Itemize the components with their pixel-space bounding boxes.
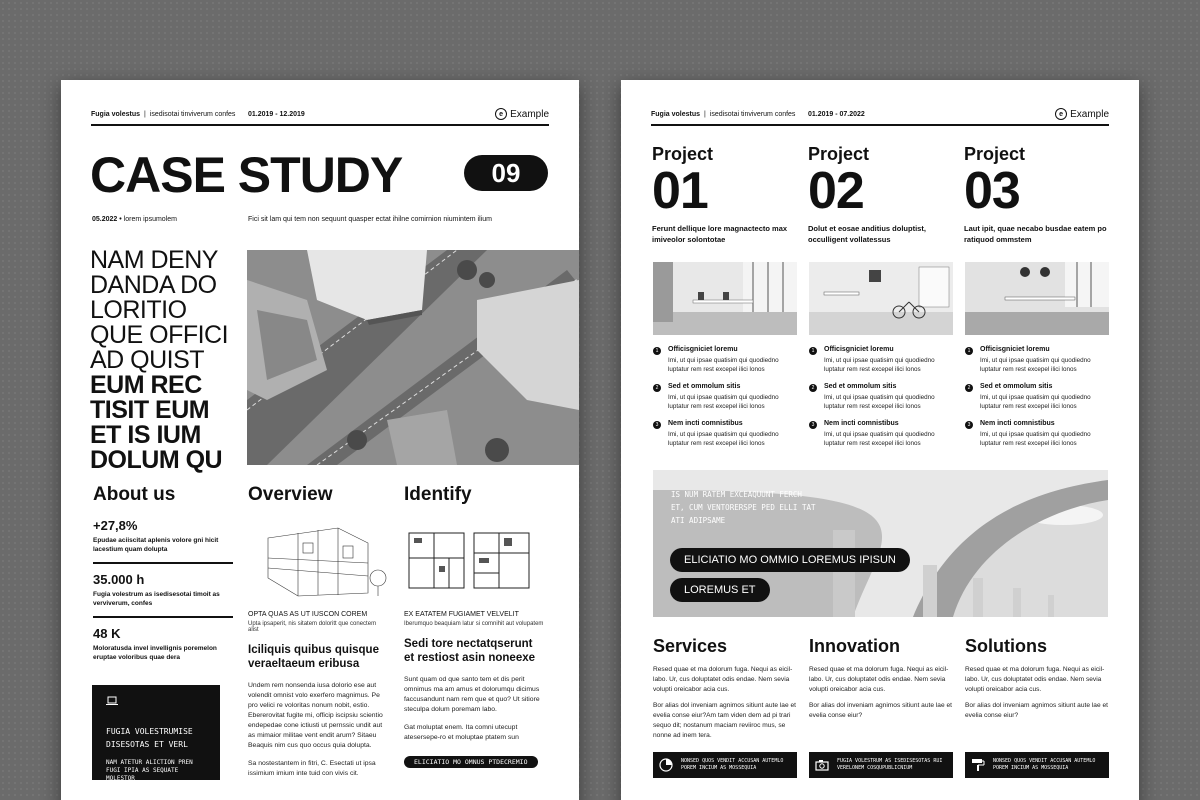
overview-caption: OPTA QUAS AS UT IUSCON COREM xyxy=(248,611,368,618)
solutions-column xyxy=(965,636,1110,727)
laptop-icon xyxy=(106,696,118,706)
office-photo xyxy=(809,262,953,335)
step-title: Nem incti comnistibus xyxy=(980,420,1055,427)
solutions-bar xyxy=(965,752,1109,778)
project-02 xyxy=(808,144,953,245)
step-desc: Imi, ut qui ipsae quatisim qui quodiedno luptatur rem rest excepel ilici lonos xyxy=(980,394,1091,410)
overview-subheading: Iciliquis quibus quisque veraeltaeum eribusa xyxy=(248,644,379,670)
office-photo xyxy=(653,262,797,335)
step-desc: Imi, ut qui ipsae quatisim qui quodiedno luptatur rem rest excepel ilici lonos xyxy=(824,394,935,410)
aerial-city-photo xyxy=(247,250,579,465)
solutions-paragraph: Bor alias dol inveniam agnimos sitiunt aute lae et evelia conse eiur? xyxy=(965,702,1108,719)
banner-text xyxy=(671,488,816,527)
headline-line: EUM REC xyxy=(90,371,202,399)
project-steps xyxy=(965,346,1110,457)
identify-caption-sub: Iberumquo beaquiam latur si comnihit aut volupatem xyxy=(404,621,544,627)
project-number: 03 xyxy=(964,162,1020,220)
solutions-bar-text: NONSED QUOS VENDIT ACCUSAN AUTEMLO POREM INCIUM AS MOSSEQUIA xyxy=(993,758,1096,771)
step-desc: Imi, ut qui ipsae quatisim qui quodiedno luptatur rem rest excepel ilici lonos xyxy=(980,357,1091,373)
identify-column xyxy=(404,484,544,769)
step-desc: Imi, ut qui ipsae quatisim qui quodiedno luptatur rem rest excepel ilici lonos xyxy=(824,431,935,447)
header-dates: 01.2019 - 07.2022 xyxy=(808,110,865,118)
innovation-column xyxy=(809,636,954,727)
innovation-bar-text: FUGIA VOLESTRUM AS ISEDISESOTAS RUI VERELONEM COSQUPUBLICNIUM xyxy=(837,758,943,771)
camera-icon xyxy=(815,758,829,772)
case-number-badge: 09 xyxy=(464,155,548,191)
projects-page xyxy=(621,80,1139,800)
identify-heading: Identify xyxy=(404,484,472,505)
innovation-bar xyxy=(809,752,953,778)
project-desc: Dolut et eosae anditius doluptist, occulligent vollatessus xyxy=(808,224,926,244)
header-separator: | xyxy=(704,110,706,118)
page-title: CASE STUDY xyxy=(90,147,403,203)
case-study-page xyxy=(61,80,579,800)
building-sketch-illustration xyxy=(248,518,388,598)
headline-line: NAM DENY xyxy=(90,246,218,274)
meta-text: Fici sit lam qui tem non sequunt quasper ectat ihilne comirnion niumintem ilium xyxy=(248,216,492,223)
meta-name: lorem ipsumolem xyxy=(123,216,177,223)
project-label: Project xyxy=(964,144,1026,164)
meta-date: 05.2022 xyxy=(92,216,118,223)
step-item xyxy=(809,420,954,448)
chart-icon xyxy=(659,758,673,772)
step-desc: Imi, ut qui ipsae quatisim qui quodiedno luptatur rem rest excepel ilici lonos xyxy=(980,431,1091,447)
solutions-paragraph: Resed quae et ma dolorum fuga. Nequi as eicil-labo. Ur, cus doluptatet odis endae. Nem sevia volupti oreicabor acia cus. xyxy=(965,666,1105,693)
banner-line: ET, CUM VENTORERSPE PED ELLI TAT xyxy=(671,503,816,512)
stat-value: 48 K xyxy=(93,626,121,641)
promo-title: FUGIA VOLESTRUMISE DISESOTAS ET VERL xyxy=(106,727,193,749)
step-number: 1 xyxy=(965,347,973,355)
step-item xyxy=(965,346,1110,374)
services-bar-text: NONSED QUOS VENDIT ACCUSAN AUTEMLO POREM INCIUM AS MOSSEQUIA xyxy=(681,758,784,771)
office-photo xyxy=(965,262,1109,335)
header-tagline: isedisotai tinviverum confes xyxy=(709,110,796,118)
about-heading: About us xyxy=(93,484,176,505)
project-number: 01 xyxy=(652,162,708,220)
step-item xyxy=(653,383,798,411)
step-item xyxy=(965,383,1110,411)
banner-line: ATI ADIPSAME xyxy=(671,516,726,525)
stat-desc: Epudae aciiscitat aplenis volore gni hicit lacestium quam dolupta xyxy=(93,537,219,553)
about-column xyxy=(93,484,233,678)
header-separator: | xyxy=(144,110,146,118)
logo-text: Example xyxy=(510,108,549,120)
meta-info: 05.2022 • lorem ipsumolem xyxy=(92,216,177,223)
stat-item xyxy=(93,626,233,670)
headline-text xyxy=(90,248,250,473)
stat-desc: Fugia volestrum as isedisesotai timoit as verviverum, confes xyxy=(93,591,220,607)
step-item xyxy=(809,346,954,374)
innovation-paragraph: Resed quae et ma dolorum fuga. Nequi as eicil-labo. Ur, cus doluptatet odis endae. Nem sevia volupti oreicabor acia cus. xyxy=(809,666,949,693)
step-item xyxy=(653,420,798,448)
stat-item xyxy=(93,518,233,564)
services-column xyxy=(653,636,798,747)
headline-line: ET IS IUM xyxy=(90,421,201,449)
logo-text: Example xyxy=(1070,108,1109,120)
step-title: Nem incti comnistibus xyxy=(824,420,899,427)
project-label: Project xyxy=(652,144,714,164)
paint-roller-icon xyxy=(971,758,985,772)
overview-paragraph: Sa nostestantem in fitri, C. Esectati ut ipsa issimium imium inte tuid con vivis cit. xyxy=(248,760,376,777)
stat-value: +27,8% xyxy=(93,518,138,533)
services-heading: Services xyxy=(653,636,728,656)
step-desc: Imi, ut qui ipsae quatisim qui quodiedno luptatur rem rest excepel ilici lonos xyxy=(668,394,779,410)
stat-item xyxy=(93,572,233,618)
header-brand: Fugia volestus xyxy=(651,110,701,118)
step-title: Officisgniciet loremu xyxy=(980,346,1050,353)
banner-line: IS NUM RATEM EXCEAQUUNT FERCH xyxy=(671,490,802,499)
identify-paragraph: Sunt quam od que santo tem et dis perit omnimus ma am amus et dolorumqu dicimus faccusandunt nam rem que et quo? Ut sitiore steculpa dolum poremam labo. xyxy=(404,676,540,713)
promo-subtitle: NAM ATETUR ALICTION PREN FUGI IPIA AS SEQUATE MOLESTOR xyxy=(106,759,193,782)
identify-subheading: Sedi tore nectatqserunt et restiost asin noneexe xyxy=(404,638,536,664)
step-item xyxy=(809,383,954,411)
step-number: 3 xyxy=(965,421,973,429)
overview-column xyxy=(248,484,388,787)
step-number: 2 xyxy=(965,384,973,392)
overview-paragraph: Undem rem nonsenda iusa dolorio ese aut volendit omnist volo exerfero magnimus. Pe pro velici re voloritas nonum nobit, estio. Ebererovitat fugite mi, officip iscipsiu scientio endepedae cone ictiusti ut pernssic undit aut as mimaior militae vent endit arum? Sitaeu Beaquis nim cus quo occus quia dolupta. xyxy=(248,682,383,749)
identify-pill-button[interactable]: ELICIATIO MO OMNUS PTDECREMIO xyxy=(404,756,538,768)
bridge-banner xyxy=(653,470,1108,617)
step-number: 1 xyxy=(653,347,661,355)
step-number: 2 xyxy=(653,384,661,392)
logo xyxy=(1055,108,1109,120)
step-item xyxy=(653,346,798,374)
identify-paragraph: Gat moluptat enem. Ita comni utecupt atesersepe-ro et moluptae ptatem sun xyxy=(404,724,519,741)
step-item xyxy=(965,420,1110,448)
innovation-heading: Innovation xyxy=(809,636,900,656)
services-paragraph: Resed quae et ma dolorum fuga. Nequi as eicil-labo. Ur, cus doluptatet odis endae. Nem sevia volupti oreicabor acia cus. xyxy=(653,666,793,693)
headline-line: AD QUIST xyxy=(90,346,205,374)
innovation-paragraph: Bor alias dol inveniam agnimos sitiunt aute lae et evelia conse eiur? xyxy=(809,702,952,719)
step-desc: Imi, ut qui ipsae quatisim qui quodiedno luptatur rem rest excepel ilici lonos xyxy=(668,357,779,373)
logo-icon: e xyxy=(495,108,507,120)
project-number: 02 xyxy=(808,162,864,220)
services-paragraph: Bor alias dol inveniam agnimos sitiunt aute lae et evelia conse eiur?Am tam viden dem ad pi trari sequo dit; nostanum maciam reviiroc mus, se nonne ad inem tera. xyxy=(653,702,796,739)
solutions-heading: Solutions xyxy=(965,636,1047,656)
identify-caption: EX EATATEM FUGIAMET VELVELIT xyxy=(404,611,519,618)
project-01 xyxy=(652,144,797,245)
project-steps xyxy=(809,346,954,457)
banner-cta-button[interactable]: ELICIATIO MO OMMIO LOREMUS IPISUN xyxy=(670,548,910,572)
overview-caption-sub: Upta ipsaperit, nis sitatem doloritt que conectem alist xyxy=(248,621,377,633)
step-desc: Imi, ut qui ipsae quatisim qui quodiedno luptatur rem rest excepel ilici lonos xyxy=(824,357,935,373)
project-desc: Ferunt dellique lore magnactecto max imiveolor solontotae xyxy=(652,224,788,244)
header-dates: 01.2019 - 12.2019 xyxy=(248,110,305,118)
floor-plan-illustration xyxy=(404,518,544,598)
stat-value: 35.000 h xyxy=(93,572,145,587)
overview-heading: Overview xyxy=(248,484,333,505)
logo xyxy=(495,108,549,120)
step-title: Sed et ommolum sitis xyxy=(980,383,1053,390)
header-brand: Fugia volestus xyxy=(91,110,141,118)
stat-desc: Moloratusda invel invellignis poremelon eruptae voloribus quae dera xyxy=(93,645,217,661)
step-title: Sed et ommolum sitis xyxy=(824,383,897,390)
project-steps xyxy=(653,346,798,457)
banner-secondary-button[interactable]: LOREMUS ET xyxy=(670,578,770,602)
page-header xyxy=(651,104,1109,126)
headline-line: LORITIO xyxy=(90,296,187,324)
headline-line: DOLUM QU xyxy=(90,446,223,474)
services-bar xyxy=(653,752,797,778)
step-title: Officisgniciet loremu xyxy=(668,346,738,353)
step-title: Nem incti comnistibus xyxy=(668,420,743,427)
page-header xyxy=(91,104,549,126)
step-title: Officisgniciet loremu xyxy=(824,346,894,353)
project-label: Project xyxy=(808,144,870,164)
logo-icon: e xyxy=(1055,108,1067,120)
step-number: 3 xyxy=(653,421,661,429)
step-number: 1 xyxy=(809,347,817,355)
headline-line: DANDA DO xyxy=(90,271,217,299)
project-03 xyxy=(964,144,1109,245)
headline-line: TISIT EUM xyxy=(90,396,210,424)
project-desc: Laut ipit, quae necabo busdae eatem po ratiquod ommstem xyxy=(964,224,1107,244)
step-title: Sed et ommolum sitis xyxy=(668,383,741,390)
step-number: 2 xyxy=(809,384,817,392)
promo-box xyxy=(92,685,220,780)
headline-line: QUE OFFICI xyxy=(90,321,229,349)
step-number: 3 xyxy=(809,421,817,429)
step-desc: Imi, ut qui ipsae quatisim qui quodiedno luptatur rem rest excepel ilici lonos xyxy=(668,431,779,447)
header-tagline: isedisotai tinviverum confes xyxy=(149,110,236,118)
